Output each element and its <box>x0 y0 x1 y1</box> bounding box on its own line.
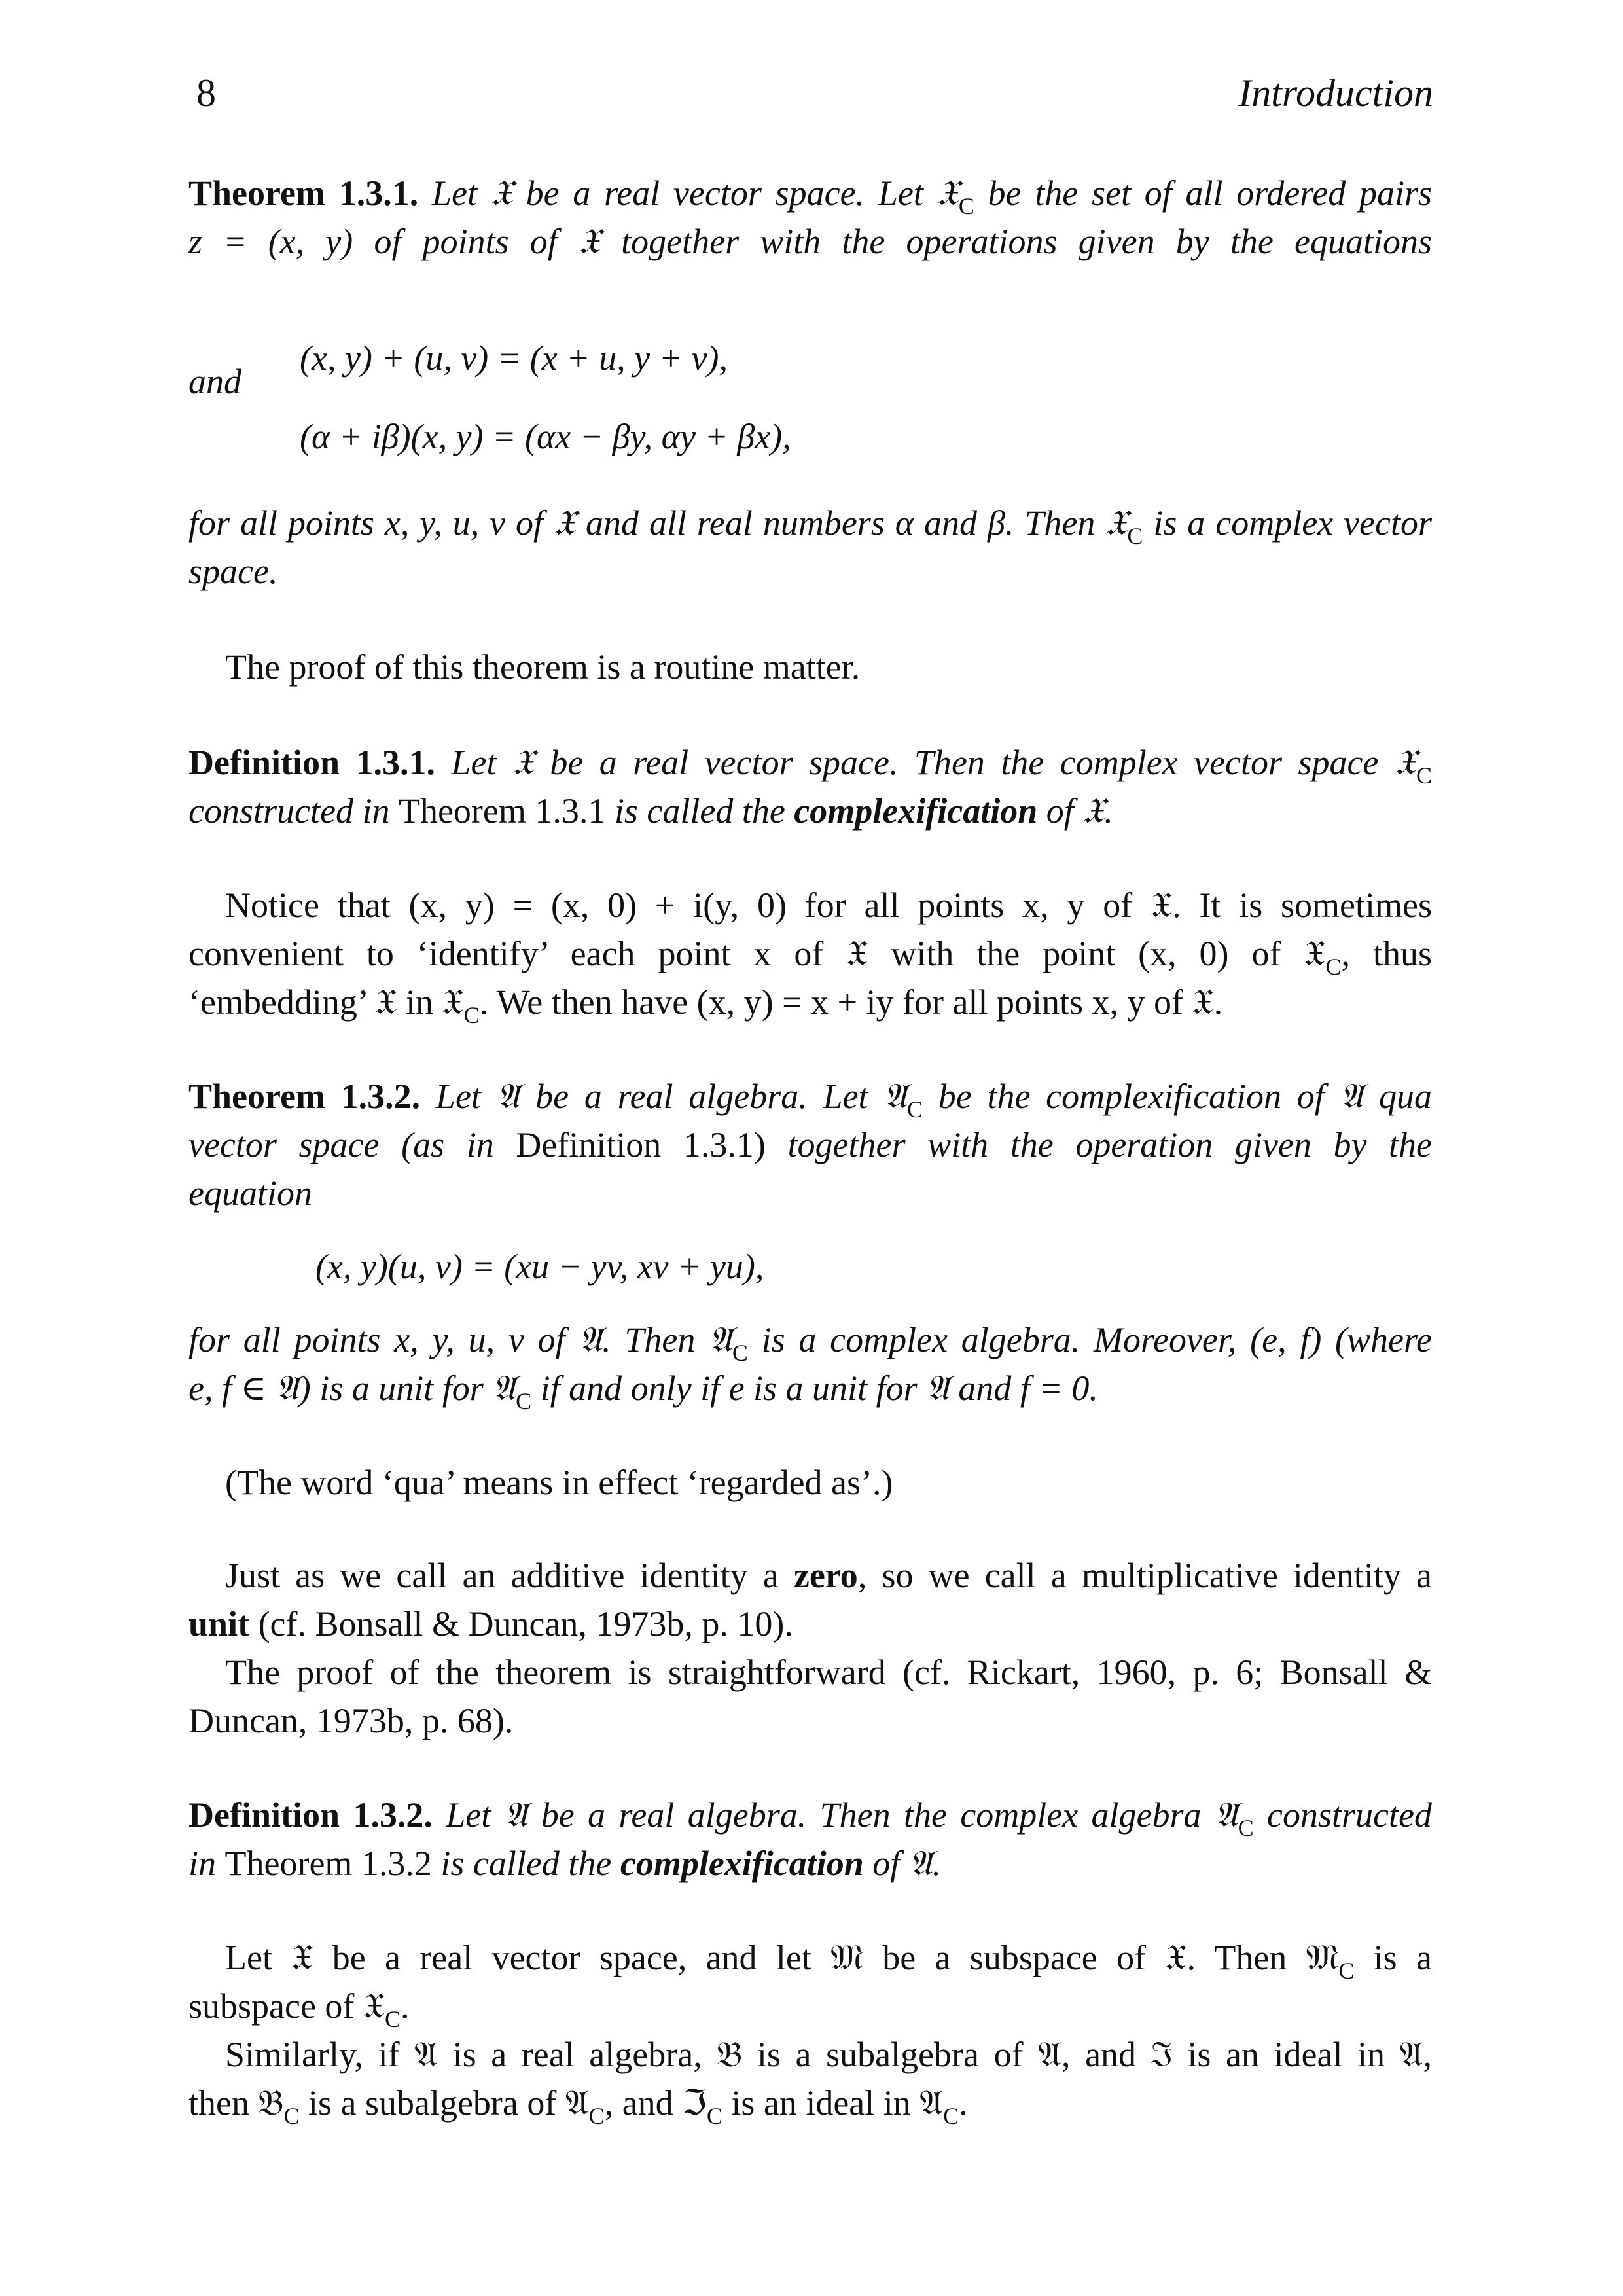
definition-1-3-2-text-d: is called the <box>440 1844 612 1883</box>
subscript-c: C <box>463 1002 480 1028</box>
theorem-1-3-2-line-3: equation <box>188 1174 312 1213</box>
theorem-1-3-2-label: Theorem 1.3.2. <box>188 1077 421 1116</box>
definition-1-3-2-text-c: in <box>188 1844 217 1883</box>
theorem-1-3-1-text-1b: be the set of all ordered pairs <box>974 173 1433 213</box>
notice-line-3-a: ‘embedding’ 𝔛 in 𝔛 <box>188 982 464 1022</box>
subscript-c: C <box>907 1096 923 1122</box>
subscript-c: C <box>1127 523 1143 549</box>
subspace-line-4-b: is a subalgebra of 𝔄 <box>299 2083 589 2123</box>
subspace-line-2-a: subspace of 𝔛 <box>188 1986 385 2026</box>
notice-line-2-b: , thus <box>1341 934 1432 973</box>
subscript-c: C <box>732 1340 748 1366</box>
subscript-c: C <box>1325 954 1342 980</box>
definition-1-3-1-text-b: constructed in <box>188 791 390 831</box>
subscript-c: C <box>1338 1958 1355 1984</box>
subspace-line-2-b: . <box>401 1986 410 2026</box>
equation-scalar-multiplication: (α + iβ)(x, y) = (αx − βy, αy + βx), <box>300 417 791 456</box>
theorem-reference: Theorem 1.3.2 <box>224 1844 432 1883</box>
definition-1-3-1-text-d: of 𝔛. <box>1046 791 1113 831</box>
theorem-1-3-2-tail-d: if and only if e is a unit for 𝔄 and f = 0. <box>531 1369 1098 1408</box>
and-connector: and <box>188 362 241 401</box>
subscript-c: C <box>283 2103 300 2129</box>
theorem-1-3-1-line-2: z = (x, y) of points of 𝔛 together with the operations given by the equations <box>188 222 1432 261</box>
term-zero: zero <box>793 1556 858 1595</box>
notice-paragraph <box>188 881 1432 1026</box>
unit-line-1-a: Just as we call an additive identity a <box>225 1556 779 1595</box>
definition-1-3-2-label: Definition 1.3.2. <box>188 1795 433 1835</box>
subspace-line-4-d: is an ideal in 𝔄 <box>722 2083 944 2123</box>
subspace-line-4-a: then 𝔅 <box>188 2083 284 2123</box>
theorem-1-3-2-line-1 <box>188 1072 1432 1121</box>
term-complexification: complexification <box>620 1844 864 1883</box>
theorem-1-3-1-tail <box>188 499 1432 596</box>
unit-line-1-b: , so we call a multiplicative identity a <box>857 1556 1433 1595</box>
subscript-c: C <box>958 193 974 219</box>
definition-1-3-1-line-1 <box>188 738 1432 787</box>
subscript-c: C <box>1416 762 1432 789</box>
theorem-1-3-2-text-c: vector space (as in <box>188 1125 494 1164</box>
unit-line-3: The proof of the theorem is straightforward (cf. Rickart, 1960, p. 6; Bonsall & <box>225 1653 1432 1692</box>
theorem-1-3-2-tail-line-2 <box>188 1364 1432 1412</box>
definition-reference: Definition 1.3.1) <box>516 1125 766 1164</box>
theorem-1-3-2-tail-c: e, f ∈ 𝔄) is a unit for 𝔄 <box>188 1369 516 1408</box>
theorem-1-3-1-tail-text-b: is a complex vector <box>1143 503 1432 543</box>
theorem-1-3-1-label: Theorem 1.3.1. <box>188 173 419 213</box>
subspace-line-1 <box>188 1933 1432 1982</box>
theorem-1-3-2-line-2 <box>188 1121 1432 1169</box>
theorem-1-3-2-text-a: Let 𝔄 be a real algebra. Let 𝔄 <box>435 1077 908 1116</box>
definition-1-3-2-text-a: Let 𝔄 be a real algebra. Then the complex algebra 𝔄 <box>446 1795 1238 1835</box>
theorem-1-3-1-text-1: Let 𝔛 be a real vector space. Let 𝔛 <box>432 173 959 213</box>
theorem-1-3-1-statement <box>188 169 1432 266</box>
subspace-line-1-a: Let 𝔛 be a real vector space, and let 𝔐 be a subspace of 𝔛. Then 𝔐 <box>225 1938 1339 1977</box>
definition-1-3-1-text-c: is called the <box>614 791 785 831</box>
theorem-1-3-1-line-1 <box>188 169 1432 217</box>
unit-line-1 <box>188 1551 1432 1600</box>
unit-line-2-b: (cf. Bonsall & Duncan, 1973b, p. 10). <box>249 1604 793 1643</box>
subspace-line-1-b: is a <box>1354 1938 1432 1977</box>
term-complexification: complexification <box>794 791 1038 831</box>
term-unit: unit <box>188 1604 250 1643</box>
definition-1-3-2 <box>188 1791 1432 1888</box>
theorem-1-3-2-text-b: be the complexification of 𝔄 qua <box>923 1077 1433 1116</box>
notice-line-1: Notice that (x, y) = (x, 0) + i(y, 0) for all points x, y of 𝔛. It is sometimes <box>225 886 1432 925</box>
theorem-1-3-1-tail-line-2: space. <box>188 552 278 591</box>
theorem-1-3-1-tail-text-a: for all points x, y, u, v of 𝔛 and all real numbers α and β. Then 𝔛 <box>188 503 1128 543</box>
theorem-1-3-2-tail-line-1 <box>188 1316 1432 1364</box>
unit-line-4: Duncan, 1973b, p. 68). <box>188 1701 514 1740</box>
equation-addition: (x, y) + (u, v) = (x + u, y + v), <box>300 338 728 378</box>
subscript-c: C <box>588 2103 605 2129</box>
proof-note-1: The proof of this theorem is a routine matter. <box>225 647 861 687</box>
subspace-line-3: Similarly, if 𝔄 is a real algebra, 𝔅 is a subalgebra of 𝔄, and ℑ is an ideal in 𝔄, <box>225 2035 1432 2074</box>
equation-multiplication: (x, y)(u, v) = (xu − yv, xv + yu), <box>315 1247 764 1286</box>
unit-paragraph <box>188 1551 1432 1745</box>
theorem-1-3-2-tail <box>188 1316 1432 1412</box>
running-head: Introduction <box>1238 71 1433 115</box>
definition-1-3-2-text-e: of 𝔄. <box>872 1844 942 1883</box>
definition-1-3-2-line-2 <box>188 1839 1432 1888</box>
theorem-1-3-2-tail-b: is a complex algebra. Moreover, (e, f) (where <box>747 1320 1432 1359</box>
definition-1-3-1-label: Definition 1.3.1. <box>188 743 435 782</box>
subscript-c: C <box>706 2103 722 2129</box>
subspace-line-2 <box>188 1982 1432 2030</box>
theorem-1-3-2-text-d: together with the operation given by the <box>787 1125 1433 1164</box>
unit-line-2 <box>188 1600 1432 1648</box>
theorem-reference: Theorem 1.3.1 <box>398 791 606 831</box>
theorem-1-3-2-tail-a: for all points x, y, u, v of 𝔄. Then 𝔄 <box>188 1320 732 1359</box>
subscript-c: C <box>385 2006 401 2032</box>
notice-line-3 <box>188 978 1432 1026</box>
notice-line-2 <box>188 929 1432 978</box>
definition-1-3-2-line-1 <box>188 1791 1432 1839</box>
page-number: 8 <box>196 71 216 115</box>
definition-1-3-1 <box>188 738 1432 835</box>
qua-note: (The word ‘qua’ means in effect ‘regarded as’.) <box>225 1463 893 1502</box>
definition-1-3-1-text-a: Let 𝔛 be a real vector space. Then the complex vector space 𝔛 <box>451 743 1416 782</box>
subspace-paragraph <box>188 1933 1432 2127</box>
subscript-c: C <box>1238 1815 1254 1841</box>
notice-line-3-b: . We then have (x, y) = x + iy for all points x, y of 𝔛. <box>479 982 1223 1022</box>
subspace-line-4-c: , and ℑ <box>604 2083 707 2123</box>
subspace-line-4 <box>188 2079 1432 2127</box>
definition-1-3-1-line-2 <box>188 787 1432 835</box>
notice-line-2-a: convenient to ‘identify’ each point x of 𝔛 with the point (x, 0) of 𝔛 <box>188 934 1326 973</box>
subspace-line-4-e: . <box>959 2083 968 2123</box>
theorem-1-3-2-statement <box>188 1072 1432 1217</box>
definition-1-3-2-text-b: constructed <box>1253 1795 1432 1835</box>
subscript-c: C <box>943 2103 959 2129</box>
subscript-c: C <box>516 1388 532 1414</box>
theorem-1-3-1-tail-line-1 <box>188 499 1432 547</box>
